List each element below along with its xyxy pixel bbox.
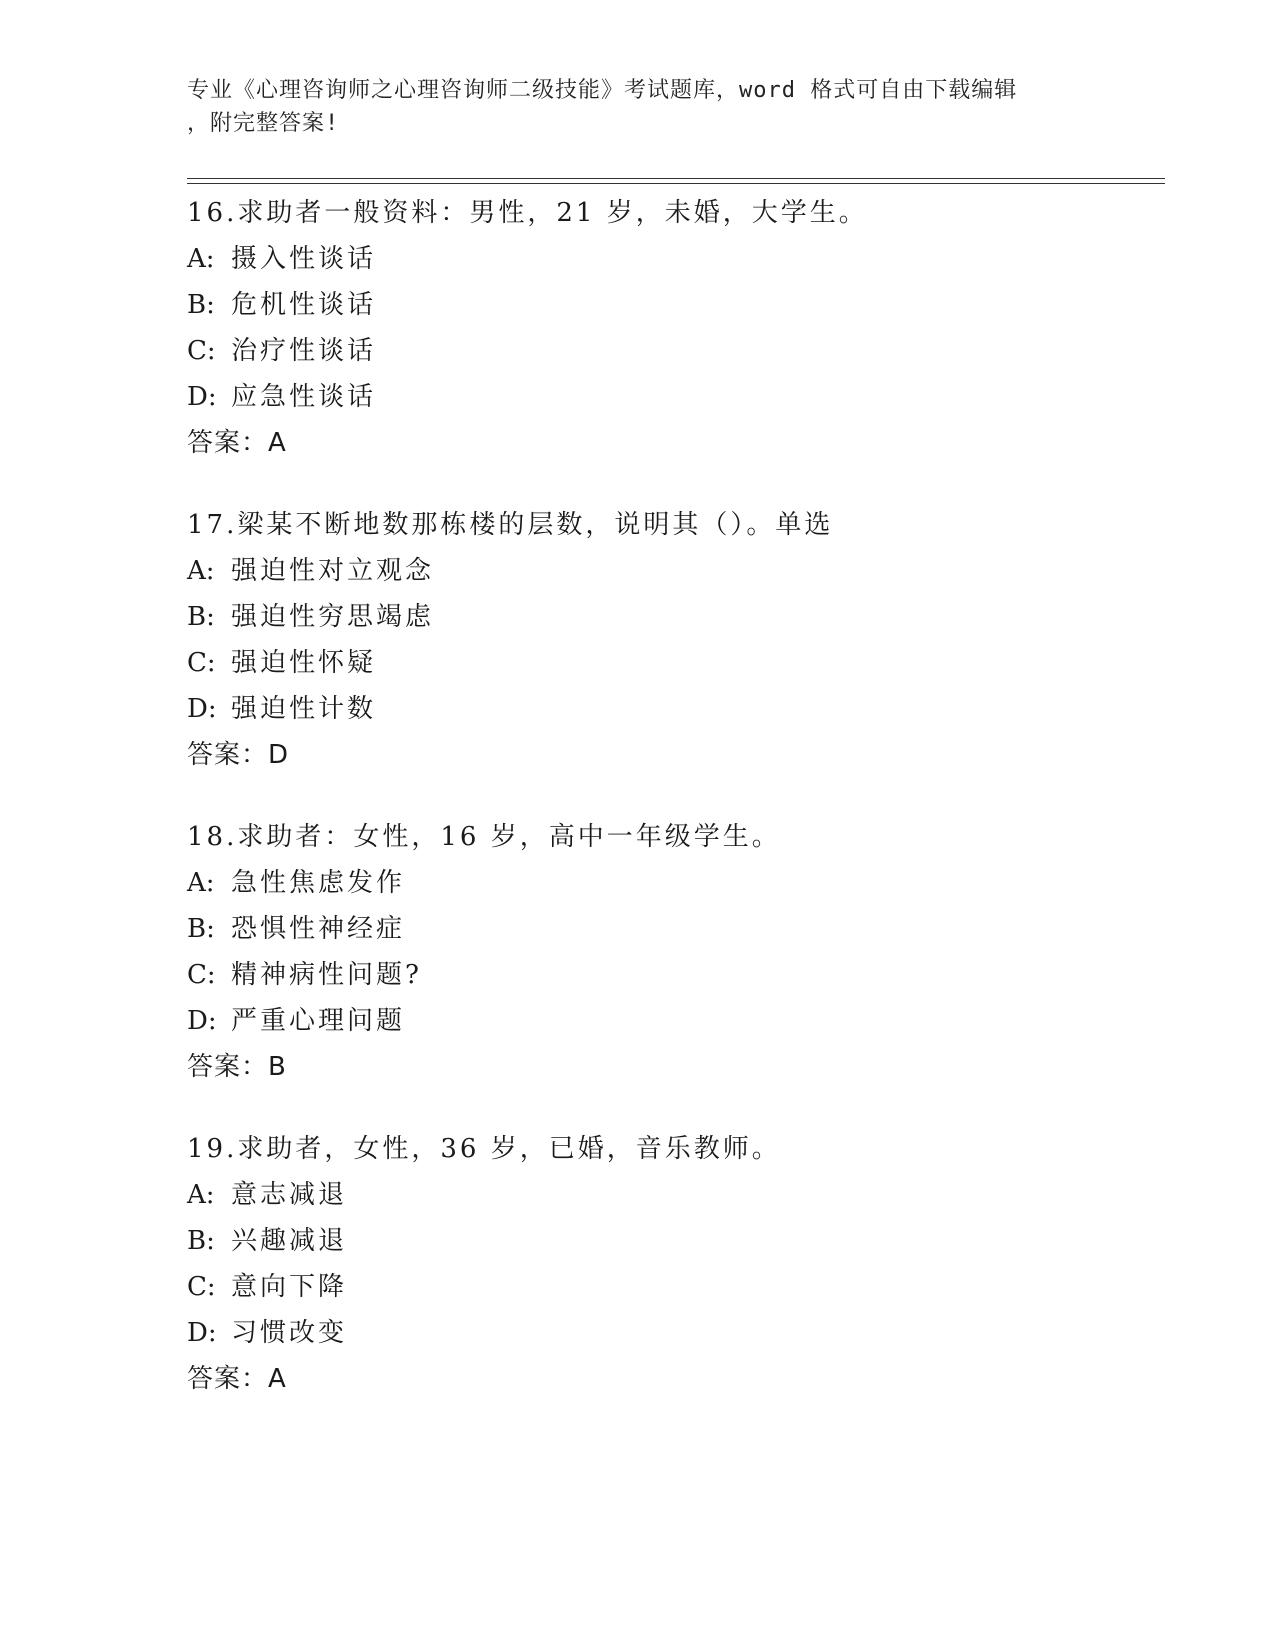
option-text: 强迫性对立观念	[231, 556, 435, 586]
question-18	[187, 814, 1147, 1090]
question-number: 19.	[187, 1134, 238, 1164]
option-key: A:	[187, 556, 215, 586]
option-key: C:	[187, 960, 216, 990]
option-c	[187, 952, 1147, 998]
document-header	[187, 74, 1067, 140]
option-key: C:	[187, 336, 216, 366]
option-b	[187, 1218, 1147, 1264]
option-key: D:	[187, 694, 217, 724]
option-key: A:	[187, 1180, 215, 1210]
option-a	[187, 860, 1147, 906]
option-key: D:	[187, 1318, 217, 1348]
question-number: 17.	[187, 510, 238, 540]
option-key: C:	[187, 1272, 216, 1302]
option-text: 危机性谈话	[231, 290, 377, 320]
option-b	[187, 906, 1147, 952]
question-text: 求助者：女性，16 岁，高中一年级学生。	[237, 822, 781, 852]
option-d	[187, 686, 1147, 732]
question-stem	[187, 1126, 1147, 1172]
option-d	[187, 998, 1147, 1044]
option-d	[187, 1310, 1147, 1356]
option-text: 应急性谈话	[231, 382, 377, 412]
option-b	[187, 594, 1147, 640]
option-a	[187, 236, 1147, 282]
option-key: C:	[187, 648, 216, 678]
header-line-1: 专业《心理咨询师之心理咨询师二级技能》考试题库，word 格式可自由下载编辑	[187, 78, 1018, 103]
option-text: 强迫性穷思竭虑	[231, 602, 435, 632]
header-divider-top	[187, 178, 1165, 179]
option-text: 兴趣减退	[231, 1226, 348, 1256]
option-key: B:	[187, 914, 215, 944]
answer-line: 答案：D	[187, 740, 290, 770]
question-stem	[187, 814, 1147, 860]
option-key: A:	[187, 244, 215, 274]
option-text: 强迫性怀疑	[231, 648, 377, 678]
question-list	[187, 190, 1147, 1438]
option-text: 治疗性谈话	[231, 336, 377, 366]
option-text: 严重心理问题	[231, 1006, 406, 1036]
question-text: 求助者，女性，36 岁，已婚，音乐教师。	[237, 1134, 781, 1164]
header-line-2: ，附完整答案!	[187, 111, 340, 136]
option-key: A:	[187, 868, 215, 898]
answer-line: 答案：A	[187, 1364, 287, 1394]
option-d	[187, 374, 1147, 420]
answer-line: 答案：B	[187, 1052, 287, 1082]
question-text: 求助者一般资料：男性，21 岁，未婚，大学生。	[237, 198, 868, 228]
option-text: 强迫性计数	[231, 694, 377, 724]
option-text: 恐惧性神经症	[231, 914, 406, 944]
option-c	[187, 640, 1147, 686]
question-text: 梁某不断地数那栋楼的层数，说明其（）。单选	[237, 510, 834, 540]
option-a	[187, 548, 1147, 594]
option-text: 意志减退	[231, 1180, 348, 1210]
question-number: 16.	[187, 198, 238, 228]
option-text: 习惯改变	[231, 1318, 348, 1348]
option-key: D:	[187, 382, 217, 412]
question-19	[187, 1126, 1147, 1402]
option-text: 急性焦虑发作	[231, 868, 406, 898]
answer-line: 答案：A	[187, 428, 287, 458]
option-text: 意向下降	[231, 1272, 348, 1302]
option-text: 精神病性问题?	[231, 960, 422, 990]
option-a	[187, 1172, 1147, 1218]
header-divider-bottom	[187, 183, 1165, 184]
option-key: B:	[187, 290, 215, 320]
question-17	[187, 502, 1147, 778]
option-c	[187, 1264, 1147, 1310]
option-key: B:	[187, 602, 215, 632]
option-key: B:	[187, 1226, 215, 1256]
option-b	[187, 282, 1147, 328]
option-key: D:	[187, 1006, 217, 1036]
question-16	[187, 190, 1147, 466]
option-text: 摄入性谈话	[231, 244, 377, 274]
question-number: 18.	[187, 822, 238, 852]
question-stem	[187, 502, 1147, 548]
option-c	[187, 328, 1147, 374]
question-stem	[187, 190, 1147, 236]
